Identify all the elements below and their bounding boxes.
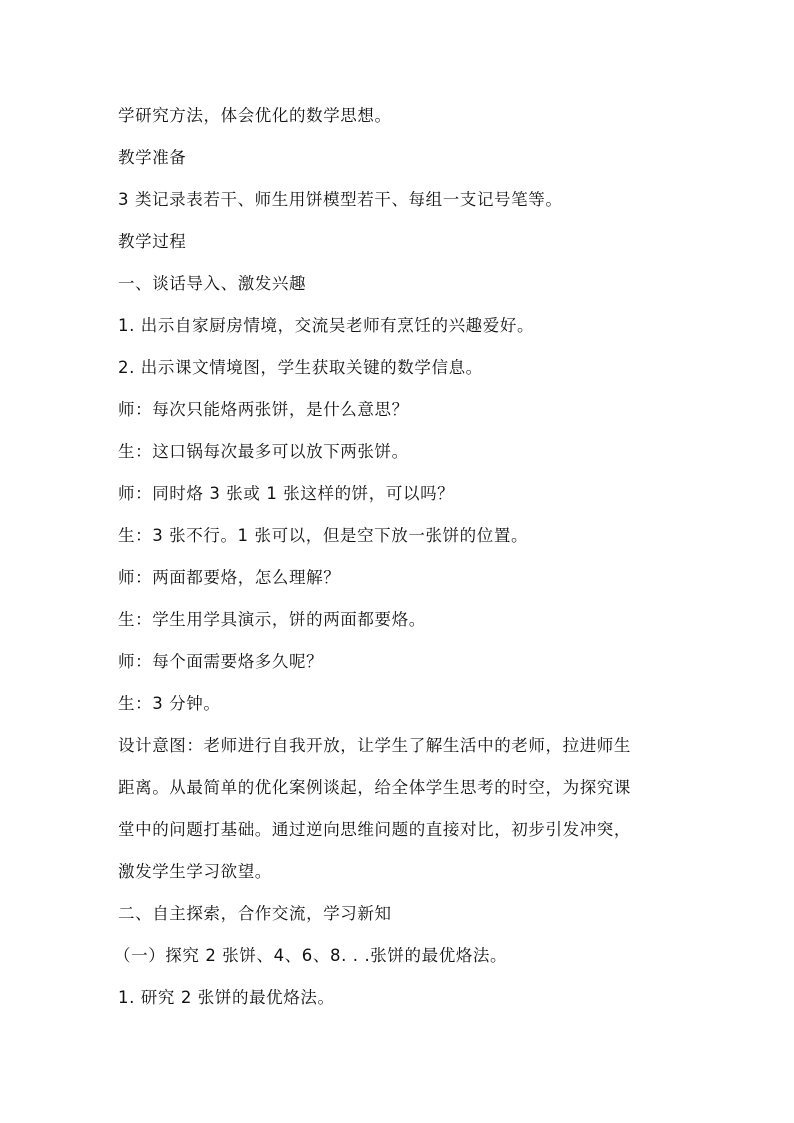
dialogue-line: 师：每个面需要烙多久呢？ (118, 652, 324, 671)
text-line: 1. 出示自家厨房情境，交流吴老师有烹饪的兴趣爱好。 (118, 316, 535, 335)
dialogue-line: 师：同时烙 3 张或 1 张这样的饼，可以吗？ (118, 484, 455, 503)
dialogue-line: 生：学生用学具演示，饼的两面都要烙。 (118, 610, 426, 629)
dialogue-line: 师：每次只能烙两张饼，是什么意思？ (118, 400, 409, 419)
dialogue-line: 生：3 张不行。1 张可以，但是空下放一张饼的位置。 (118, 526, 529, 545)
section-heading: 一、谈话导入、激发兴趣 (118, 274, 307, 293)
subsection-heading: （一）探究 2 张饼、4、6、8. . .张饼的最优烙法。 (114, 946, 508, 965)
text-line: 设计意图：老师进行自我开放，让学生了解生活中的老师，拉进师生 (118, 736, 631, 755)
text-line: 堂中的问题打基础。通过逆向思维问题的直接对比，初步引发冲突， (118, 820, 631, 839)
section-heading: 教学准备 (118, 148, 187, 167)
text-line: 3 类记录表若干、师生用饼模型若干、每组一支记号笔等。 (118, 190, 563, 209)
dialogue-line: 生：这口锅每次最多可以放下两张饼。 (118, 442, 409, 461)
text-line: 2. 出示课文情境图，学生获取关键的数学信息。 (118, 358, 483, 377)
text-line: 学研究方法，体会优化的数学思想。 (118, 106, 392, 125)
dialogue-line: 生：3 分钟。 (118, 694, 221, 713)
text-line: 激发学生学习欲望。 (118, 862, 272, 881)
text-line: 1. 研究 2 张饼的最优烙法。 (118, 988, 335, 1007)
section-heading: 二、自主探索，合作交流，学习新知 (118, 904, 392, 923)
text-line: 距离。从最简单的优化案例谈起，给全体学生思考的时空，为探究课 (118, 778, 631, 797)
dialogue-line: 师：两面都要烙，怎么理解？ (118, 568, 341, 587)
section-heading: 教学过程 (118, 232, 187, 251)
